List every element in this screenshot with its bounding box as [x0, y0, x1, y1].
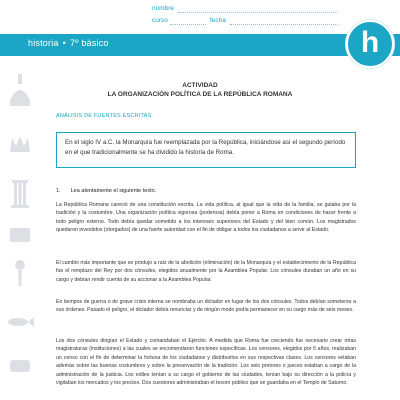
- fish-icon: [8, 317, 34, 327]
- paragraph-3: En tiempos de guerra o de grave crisis interna se nombraba un dictador en lugar de los dos cónsules. Todos debían someterse a sus órdenes. Pasado el peligro, el dictador debía renunciar y de ningún modo podía permanecer en su cargo más de seis meses.: [56, 299, 356, 314]
- torch-icon: [15, 260, 25, 286]
- paragraph-4: Los dos cónsules dirigían el Estado y comandaban el Ejército. A medida que Roma fue creciendo fue necesario crear otras magistraturas (instituciones) a las cuales se encomendaron funciones específicas. Los censores, elegidos por 5 años, realizaban un censo con el fin de determinar la fortuna de los ciudadanos y distribuirlos en sus respectivas clases. Los censores velaban además sobre las buenas costumbres y sobre la preservación de la tradición. Los seis pretores o jueces estaban a cargo de la administración de la justicia. Los ediles tenían a su cargo el gobierno de las ciudades, tenían bajo su dirección a la policía y vigilaban los mercados y los precios. Dos cuestores administraban el tesoro público que se guardaba en el Templo de Saturno.: [56, 338, 356, 387]
- question-1: [56, 188, 156, 194]
- column-icon: [11, 180, 29, 208]
- name-label: nombre: [152, 5, 175, 12]
- scroll-icon: [10, 360, 30, 372]
- date-field[interactable]: [230, 24, 338, 25]
- decor-column: [0, 60, 40, 400]
- date-label: fecha: [210, 17, 226, 24]
- activity-title: LA ORGANIZACIÓN POLÍTICA DE LA REPÚBLICA ROMANA: [107, 91, 293, 98]
- hlogo-icon: [346, 20, 394, 68]
- section-heading: ANÁLISIS DE FUENTES ESCRITAS: [56, 113, 152, 119]
- activity-label: ACTIVIDAD: [182, 82, 218, 89]
- question-text: Lea atentamente el siguiente texto.: [70, 188, 157, 194]
- name-field[interactable]: [178, 12, 338, 13]
- separator-dot: •: [62, 38, 66, 48]
- helmet-icon: [10, 74, 30, 106]
- course-label: curso: [152, 17, 168, 24]
- chest-icon: [10, 228, 30, 242]
- paragraph-2: El cambio más importante que se produjo a raíz de la abolición (eliminación) de la Monarquía y el establecimiento de la República fue el remplazo del Rey por dos cónsules, elegidos anualmente por la Asamblea Popular. Los cónsules duraban un año en su cargo y debían rendir cuenta de su accionar a la Asamblea Popular.: [56, 260, 356, 283]
- crown-icon: [10, 136, 30, 152]
- subject-title: [28, 38, 109, 48]
- logo-letter: h: [360, 25, 380, 59]
- grade-label: 7º básico: [69, 38, 109, 48]
- paragraph-1: La República Romana careció de una constitución escrita. La vida política, al igual que la vida de la familia, se guiaba por la tradición y la costumbre. Una organización política vigorosa (poderosa) debía poner a Roma en condiciones de hacer frente a todo peligro externo. Todo debía quedar sometido a los intereses superiores del Estado y del bien común. Los magistrados quedaron investidos (otorgados) de una fuerte autoridad con el fin de obligar a todos los ciudadanos a servir al Estado.: [56, 202, 356, 234]
- intro-box: [56, 132, 356, 168]
- intro-text: En el siglo IV a.C. la Monarquía fue reemplazada por la República, iniciándose así el segundo período en el que tradicionalmente se ha dividido la historia de Roma.: [65, 139, 346, 156]
- course-field[interactable]: [170, 24, 206, 25]
- subject-label: historia: [28, 38, 59, 48]
- question-number: 1.: [56, 188, 61, 194]
